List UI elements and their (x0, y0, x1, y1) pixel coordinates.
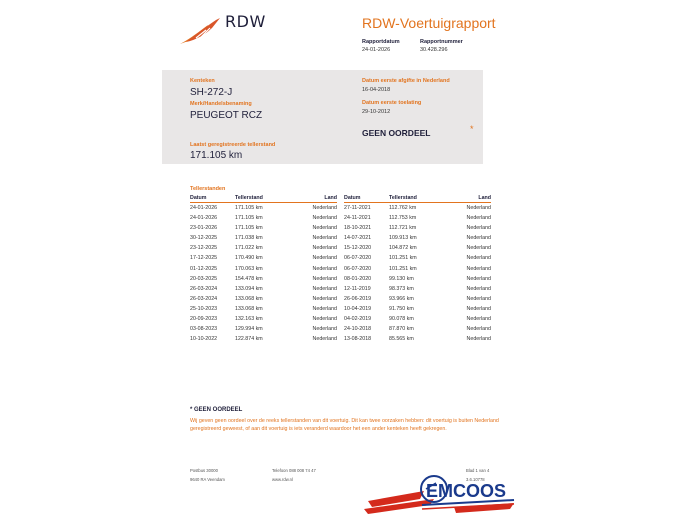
cell-datum: 15-12-2020 (344, 245, 372, 252)
table-row (344, 203, 491, 213)
cell-land: Nederland (466, 285, 491, 292)
cell-land: Nederland (312, 265, 337, 272)
table-row (344, 253, 491, 263)
report-title: RDW-Voertuigrapport (362, 15, 496, 31)
header-datum: Datum (344, 195, 361, 201)
cell-tellerstand: 91.750 km (389, 305, 414, 312)
table-row (190, 264, 337, 274)
cell-datum: 04-02-2019 (344, 316, 372, 323)
kenteken-value: SH-272-J (190, 87, 233, 98)
cell-land: Nederland (466, 245, 491, 252)
cell-tellerstand: 90.078 km (389, 316, 414, 323)
cell-land: Nederland (466, 235, 491, 242)
cell-tellerstand: 133.068 km (235, 305, 263, 312)
cell-datum: 30-12-2025 (190, 235, 218, 242)
cell-datum: 20-03-2025 (190, 275, 218, 282)
cell-tellerstand: 101.251 km (389, 255, 417, 262)
cell-datum: 01-12-2025 (190, 265, 218, 272)
cell-tellerstand: 171.105 km (235, 205, 263, 211)
cell-land: Nederland (312, 255, 337, 262)
table-row (190, 233, 337, 243)
rapportnummer-value: 30.428.296 (420, 46, 448, 53)
header-tellerstand: Tellerstand (235, 195, 263, 201)
table-row (344, 223, 491, 233)
afgifte-label: Datum eerste afgifte in Nederland (362, 78, 450, 84)
rapportdatum-label: Rapportdatum (362, 39, 400, 45)
cell-tellerstand: 154.478 km (235, 275, 263, 282)
cell-land: Nederland (466, 305, 491, 312)
cell-tellerstand: 171.022 km (235, 245, 263, 252)
rapportdatum-value: 24-01-2026 (362, 46, 391, 53)
cell-tellerstand: 170.063 km (235, 265, 263, 272)
rapportnummer-block (420, 39, 463, 54)
cell-datum: 24-11-2021 (344, 215, 371, 222)
cell-land: Nederland (312, 285, 337, 292)
cell-land: Nederland (312, 205, 337, 211)
cell-land: Nederland (466, 265, 491, 272)
table-row (190, 324, 337, 334)
cell-tellerstand: 122.874 km (235, 336, 263, 343)
cell-tellerstand: 171.105 km (235, 215, 263, 222)
footer-postbus: Postbus 30000 (190, 468, 218, 473)
summary-box (162, 70, 483, 164)
table-row (190, 203, 337, 213)
cell-tellerstand: 104.872 km (389, 245, 417, 252)
cell-land: Nederland (312, 326, 337, 333)
cell-land: Nederland (466, 316, 491, 323)
footer-versie: 3.6.10778 (466, 477, 485, 482)
afgifte-value: 16-04-2018 (362, 87, 391, 93)
cell-datum: 27-11-2021 (344, 205, 371, 211)
cell-datum: 23-12-2025 (190, 245, 218, 252)
cell-datum: 25-10-2023 (190, 305, 218, 312)
cell-tellerstand: 132.163 km (235, 316, 263, 323)
table-row (344, 314, 491, 324)
table-row (190, 213, 337, 223)
cell-tellerstand: 129.994 km (235, 326, 263, 333)
table-row (344, 294, 491, 304)
table-row (344, 284, 491, 294)
table-row (190, 304, 337, 314)
footnote-text: Wij geven geen oordeel over de reeks tellerstanden van dit voertuig. Dit kan twee oorzaken hebben: dit voertuig is buiten Nederland geregistreerd geweest, of aan dit voertuig is iets veranderd waardoor het een ander kenteken heeft gekregen. (190, 418, 499, 432)
cell-tellerstand: 99.130 km (389, 275, 414, 282)
tellerstand-value: 171.105 km (190, 150, 243, 161)
cell-land: Nederland (312, 235, 337, 242)
tellerstanden-title: Tellerstanden (190, 186, 226, 192)
cell-tellerstand: 98.373 km (389, 285, 414, 292)
merk-value: PEUGEOT RCZ (190, 110, 263, 121)
cell-tellerstand: 101.251 km (389, 265, 417, 272)
table-row (344, 304, 491, 314)
cell-datum: 03-08-2023 (190, 326, 218, 333)
tellerstand-label: Laatst geregistreerde tellerstand (190, 142, 276, 148)
table-header (344, 194, 491, 203)
footer-blad: Blad 1 van 4 (466, 468, 490, 473)
cell-tellerstand: 133.094 km (235, 285, 263, 292)
cell-tellerstand: 171.105 km (235, 225, 263, 232)
cell-tellerstand: 112.753 km (389, 215, 417, 222)
table-row (344, 213, 491, 223)
cell-datum: 23-01-2026 (190, 225, 218, 232)
cell-datum: 13-08-2018 (344, 336, 372, 343)
footnote-title: * GEEN OORDEEL (190, 407, 243, 413)
cell-land: Nederland (312, 305, 337, 312)
cell-datum: 26-06-2019 (344, 295, 372, 302)
cell-land: Nederland (466, 225, 491, 232)
cell-tellerstand: 93.966 km (389, 295, 414, 302)
table-row (190, 314, 337, 324)
tellerstanden-table-right (344, 194, 491, 344)
cell-tellerstand: 85.565 km (389, 336, 414, 343)
footer-plaats: 9640 RA Veendam (190, 477, 225, 482)
rapportdatum-block (362, 39, 400, 54)
cell-datum: 24-10-2018 (344, 326, 372, 333)
header-tellerstand: Tellerstand (389, 195, 417, 201)
cell-land: Nederland (312, 225, 337, 232)
header-land: Land (324, 195, 337, 201)
table-row (190, 274, 337, 284)
table-row (190, 294, 337, 304)
table-row (344, 264, 491, 274)
emcoos-logo-icon (364, 469, 524, 514)
cell-land: Nederland (312, 295, 337, 302)
tellerstanden-table-left (190, 194, 337, 344)
kenteken-label: Kenteken (190, 78, 215, 84)
table-row (190, 223, 337, 233)
cell-datum: 14-07-2021 (344, 235, 372, 242)
cell-tellerstand: 170.490 km (235, 255, 263, 262)
cell-land: Nederland (466, 205, 491, 211)
table-header (190, 194, 337, 203)
toelating-label: Datum eerste toelating (362, 100, 422, 106)
table-row (190, 253, 337, 263)
toelating-value: 29-10-2012 (362, 109, 391, 115)
table-row (344, 243, 491, 253)
emcoos-logo-text: EMCOOS (426, 481, 507, 501)
cell-datum: 06-07-2020 (344, 265, 372, 272)
table-row (190, 284, 337, 294)
footer-address (190, 466, 225, 484)
header-land: Land (478, 195, 491, 201)
table-row (190, 243, 337, 253)
cell-tellerstand: 171.038 km (235, 235, 263, 242)
cell-datum: 24-01-2026 (190, 205, 218, 211)
merk-label: Merk/Handelsbenaming (190, 101, 252, 107)
cell-datum: 20-09-2023 (190, 316, 218, 323)
rapportnummer-label: Rapportnummer (420, 39, 463, 45)
cell-datum: 10-10-2022 (190, 336, 218, 343)
oordeel-star: * (470, 124, 474, 134)
table-row (344, 324, 491, 334)
table-row (344, 274, 491, 284)
rdw-logo-text: RDW (225, 12, 266, 31)
cell-tellerstand: 87.870 km (389, 326, 414, 333)
cell-datum: 10-04-2019 (344, 305, 372, 312)
footer-contact (272, 466, 316, 484)
table-row (344, 334, 491, 344)
cell-tellerstand: 109.913 km (389, 235, 417, 242)
footer-website: www.rdw.nl (272, 477, 293, 482)
cell-land: Nederland (466, 336, 491, 343)
table-row (190, 334, 337, 344)
table-row (344, 233, 491, 243)
cell-datum: 08-01-2020 (344, 275, 372, 282)
cell-land: Nederland (466, 295, 491, 302)
cell-land: Nederland (312, 275, 337, 282)
rdw-logo-icon (178, 16, 222, 46)
cell-land: Nederland (466, 255, 491, 262)
cell-datum: 26-03-2024 (190, 295, 218, 302)
cell-datum: 12-11-2019 (344, 285, 371, 292)
cell-land: Nederland (466, 275, 491, 282)
cell-datum: 26-03-2024 (190, 285, 218, 292)
cell-tellerstand: 112.762 km (389, 205, 417, 211)
oordeel-badge: GEEN OORDEEL (362, 128, 431, 138)
cell-land: Nederland (312, 336, 337, 343)
footer-telefoon: Telefoon 088 008 74 47 (272, 468, 316, 473)
header-datum: Datum (190, 195, 207, 201)
cell-datum: 17-12-2025 (190, 255, 218, 262)
cell-datum: 06-07-2020 (344, 255, 372, 262)
cell-datum: 18-10-2021 (344, 225, 372, 232)
cell-land: Nederland (466, 215, 491, 222)
cell-tellerstand: 112.721 km (389, 225, 417, 232)
cell-land: Nederland (312, 316, 337, 323)
cell-datum: 24-01-2026 (190, 215, 218, 222)
cell-land: Nederland (312, 215, 337, 222)
cell-land: Nederland (312, 245, 337, 252)
cell-land: Nederland (466, 326, 491, 333)
cell-tellerstand: 133.068 km (235, 295, 263, 302)
